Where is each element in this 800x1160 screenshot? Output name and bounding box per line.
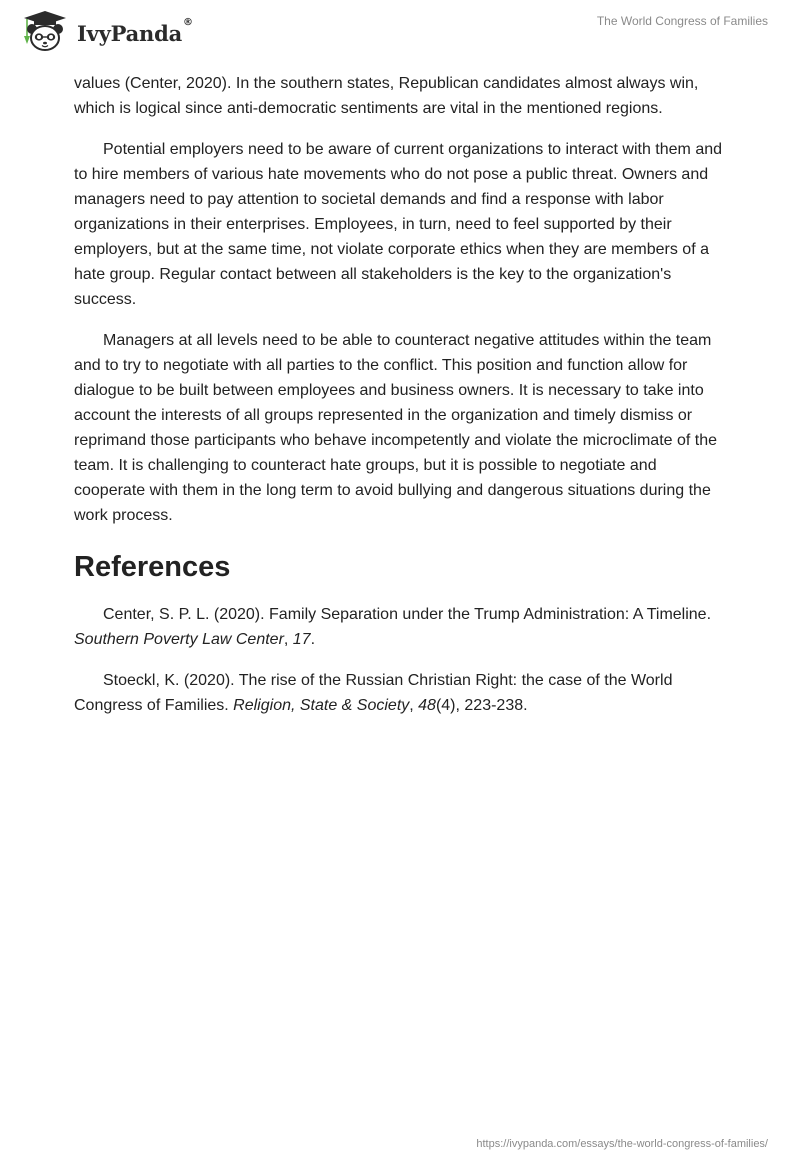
references-heading: References — [74, 551, 231, 583]
reference-journal: Religion, State & Society — [233, 697, 410, 714]
ivypanda-logo[interactable] — [15, 9, 195, 55]
reference-item-1: Center, S. P. L. (2020). Family Separation under the Trump Administration: A Timeline. Southern Poverty Law Center, 17. — [74, 606, 712, 648]
document-title: The World Congress of Families — [596, 14, 768, 28]
brand-name: IvyPanda® — [77, 16, 193, 46]
body-paragraph-1: values (Center, 2020). In the southern states, Republican candidates almost always win, which is logical since anti-democratic sentiments are vital in the mentioned regions. — [74, 75, 699, 117]
essay-content — [74, 71, 724, 734]
page-header — [0, 0, 800, 62]
body-paragraph-2: Potential employers need to be aware of current organizations to interact with them and to hire members of various hate movements who do not pose a public threat. Owners and managers need to pay attention to societal demands and find a response with labor organizations in their enterprises. Employees, in turn, need to feel supported by their employers, but at the same time, not violate corporate ethics when they are members of a hate group. Regular contact between all stakeholders is the key to the organization's success. — [74, 141, 723, 308]
reference-journal: Southern Poverty Law Center — [74, 631, 284, 648]
body-paragraph-3: Managers at all levels need to be able to counteract negative attitudes within the team and to try to negotiate with all parties to the conflict. This position and function allow for dialogue to be built between employees and business owners. It is necessary to take into account the interests of all groups represented in the organization and timely dismiss or reprimand those participants who behave incompetently and violate the microclimate of the team. It is challenging to counteract hate groups, but it is possible to negotiate and cooperate with them in the long term to avoid bullying and dangerous situations during the work process. — [74, 332, 718, 524]
source-url[interactable]: https://ivypanda.com/essays/the-world-congress-of-families/ — [476, 1138, 768, 1150]
panda-graduate-icon — [15, 10, 75, 54]
reference-volume: 17 — [292, 631, 311, 648]
reference-volume: 48 — [418, 697, 436, 714]
reference-item-2: Stoeckl, K. (2020). The rise of the Russian Christian Right: the case of the World Congress of Families. Religion, State & Society, 48(4), 223-238. — [74, 672, 673, 714]
